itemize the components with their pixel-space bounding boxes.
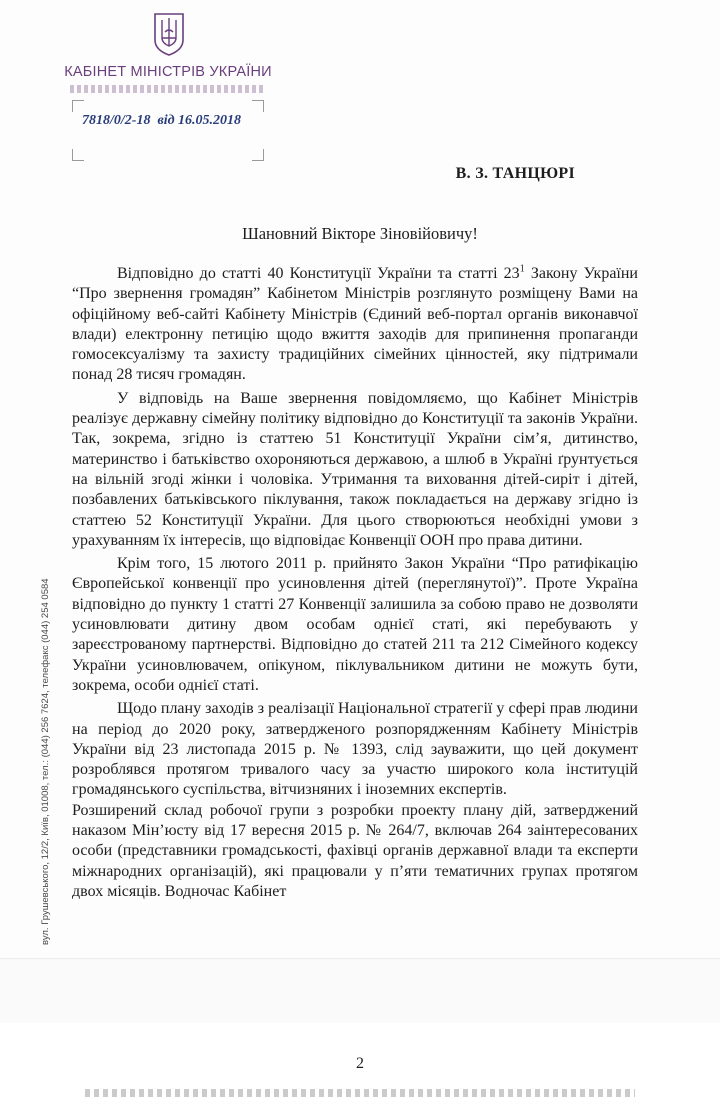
letter-body [72,264,638,902]
paragraph-4: Щодо плану заходів з реалізації Національної стратегії у сфері прав людини на період до 2020 року, затвердженого розпорядженням Кабінету Міністрів України від 23 листопада 2015 р. № 1393, слід зауважити, що цей документ розроблявся протягом тривалого часу за участю широкого кола інституцій громадянського суспільства, вітчизняних і іноземних експертів. [72,700,638,799]
page-number: 2 [356,1055,364,1072]
footnote-superscript: 1 [519,263,525,275]
reg-box-corner [72,149,84,161]
reg-box-corner [252,149,264,161]
letter-page-2 [0,1023,720,1097]
addressee: В. З. ТАНЦЮРІ [455,165,575,182]
reg-box-corner [252,100,264,112]
organization-name: КАБІНЕТ МІНІСТРІВ УКРАЇНИ [64,64,272,80]
reg-date: 16.05.2018 [178,113,242,128]
trident-emblem-icon [152,12,186,56]
ornament-divider [70,85,266,93]
paragraph-1 [72,264,638,386]
paragraph-1-start: Відповідно до статті 40 Конституції України та статті 23 [117,265,520,282]
salutation: Шановний Вікторе Зіновійовичу! [242,224,478,243]
reg-date-prefix: від [157,113,175,128]
paragraph-1-rest: Закону України “Про звернення громадян” Кабінетом Міністрів розглянуто розміщену Вами на офіційному веб-сайті Кабінету Міністрів (Єдиний веб-портал органів виконавчої влади) електронну петицію щодо вжиття заходів для припинення пропаганди гомосексуалізму та захисту традиційних сімейних цінностей, яку підтримали понад 28 тисяч громадян. [72,265,638,384]
reg-number-value: 7818/0/2-18 [82,113,151,128]
page-gap [0,958,720,1024]
side-address-footer: вул. Грушевського, 12/2, Київ, 01008, тел.: (044) 256 7624, телефакс (044) 254 0584 [40,578,51,945]
registration-number [82,113,241,129]
paragraph-3: Крім того, 15 лютого 2011 р. прийнято Закон України “Про ратифікацію Європейської конвенції про усиновлення дітей (переглянутої)”. Проте Україна відповідно до пункту 1 статті 27 Конвенції залишила за собою право не дозволяти усиновлювати дитину двом особам однієї статі, які перебувають у зареєстрованому партнерстві. Відповідно до статей 211 та 212 Сімейного кодексу України усиновлювачем, опікуном, піклувальником дитини не можуть бути, зокрема, особи однієї статі. [72,555,638,694]
reg-box-corner [72,100,84,112]
paragraph-2: У відповідь на Ваше звернення повідомляємо, що Кабінет Міністрів реалізує державну сімейну політику відповідно до Конституції та законів України. Так, зокрема, згідно із статтею 51 Конституції України сім’я, дитинство, материнство і батьківство охороняються державою, а шлюб в Україні ґрунтується на вільній згоді жінки і чоловіка. Утримання та виховання дітей-сиріт і дітей, позбавлених батьківського піклування, також покладається на державу згідно із статтею 52 Конституції України. Для цього створюються необхідні умови з урахуванням їх інтересів, що відповідає Конвенції ООН про права дитини. [72,389,638,549]
paragraph-5: Розширений склад робочої групи з розробки проекту плану дій, затверджений наказом Мін’юсту від 17 вересня 2015 р. № 264/7, включав 264 заінтересованих особи (представники громадськості, фахівці органів державної влади та експерти міжнародних організацій), які працювали у п’яти тематичних групах протягом двох місяців. Водночас Кабінет [72,801,638,900]
cropped-text-line [85,1089,635,1097]
